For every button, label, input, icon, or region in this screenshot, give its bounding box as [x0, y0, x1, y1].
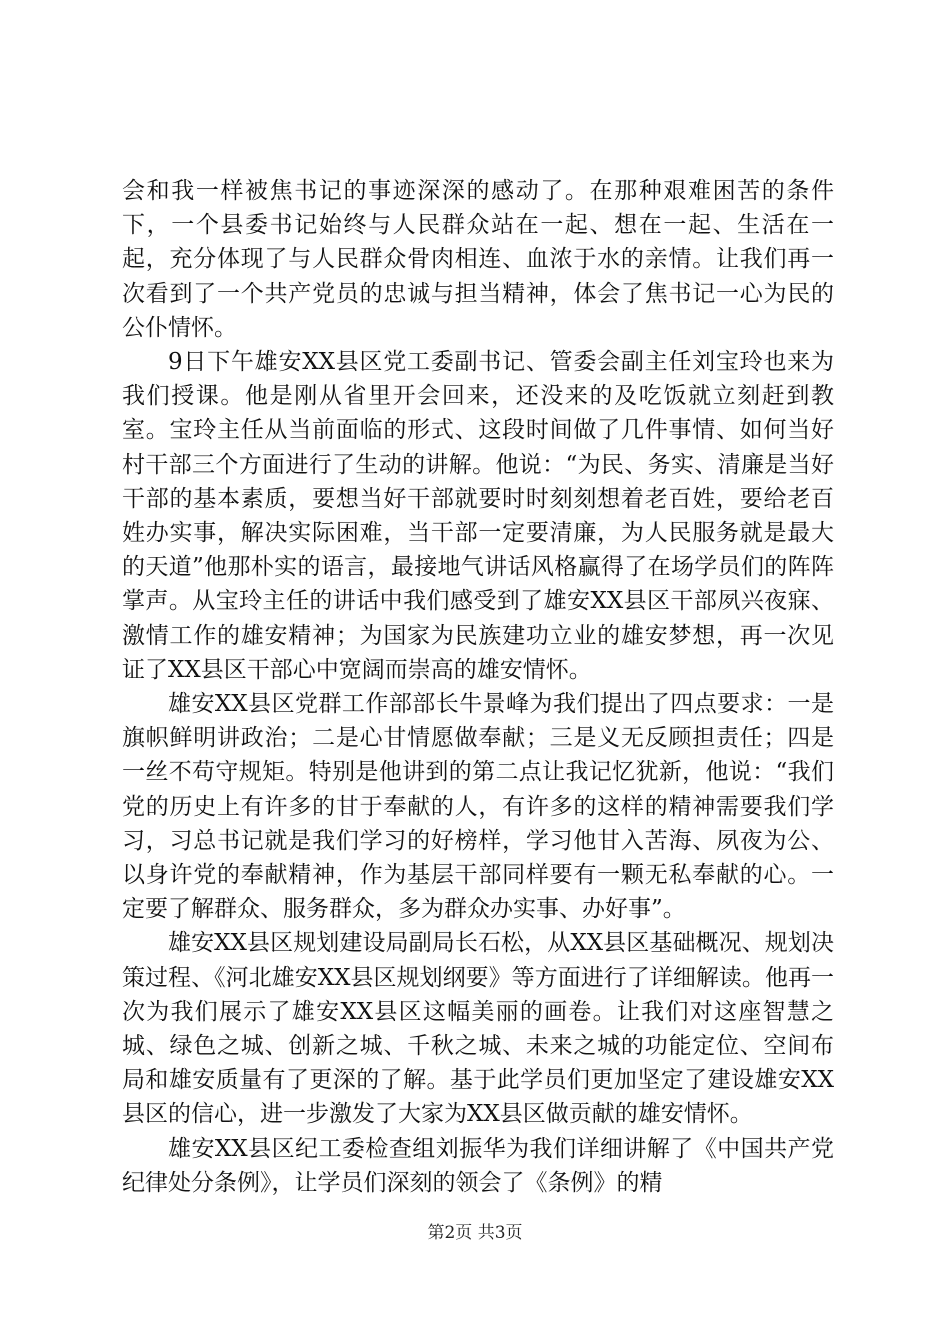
- paragraph-3: 雄安XX县区党群工作部部长牛景峰为我们提出了四点要求：一是旗帜鲜明讲政治；二是心甘情愿做奉献；三是义无反顾担责任；四是一丝不苟守规矩。特别是他讲到的第二点让我记忆犹新，他说：“我们党的历史上有许多的甘于奉献的人，有许多的这样的精神需要我们学习，习总书记就是我们学习的好榜样，学习他甘入苦海、夙夜为公、以身许党的奉献精神，作为基层干部同样要有一颗无私奉献的心。一定要了解群众、服务群众，多为群众办实事、办好事”。: [122, 691, 834, 923]
- document-body: [122, 174, 834, 1200]
- page-number-footer: 第2页 共3页: [427, 1223, 523, 1243]
- paragraph-1: 会和我一样被焦书记的事迹深深的感动了。在那种艰难困苦的条件下，一个县委书记始终与人民群众站在一起、想在一起、生活在一起，充分体现了与人民群众骨肉相连、血浓于水的亲情。让我们再一次看到了一个共产党员的忠诚与担当精神，体会了焦书记一心为民的公仆情怀。: [122, 178, 834, 341]
- paragraph-4: 雄安XX县区规划建设局副局长石松，从XX县区基础概况、规划决策过程、《河北雄安XX县区规划纲要》等方面进行了详细解读。他再一次为我们展示了雄安XX县区这幅美丽的画卷。让我们对这座智慧之城、绿色之城、创新之城、千秋之城、未来之城的功能定位、空间布局和雄安质量有了更深的了解。基于此学员们更加坚定了建设雄安XX县区的信心，进一步激发了大家为XX县区做贡献的雄安情怀。: [122, 930, 834, 1128]
- paragraph-2: 9日下午雄安XX县区党工委副书记、管委会副主任刘宝玲也来为我们授课。他是刚从省里开会回来，还没来的及吃饭就立刻赶到教室。宝玲主任从当前面临的形式、这段时间做了几件事情、如何当好村干部三个方面进行了生动的讲解。他说：“为民、务实、清廉是当好干部的基本素质，要想当好干部就要时时刻刻想着老百姓，要给老百姓办实事，解决实际困难，当干部一定要清廉，为人民服务就是最大的天道”他那朴实的语言，最接地气讲话风格赢得了在场学员们的阵阵掌声。从宝玲主任的讲话中我们感受到了雄安XX县区干部夙兴夜寐、激情工作的雄安精神；为国家为民族建功立业的雄安梦想，再一次见证了XX县区干部心中宽阔而崇高的雄安情怀。: [122, 349, 834, 683]
- paragraph-5: 雄安XX县区纪工委检查组刘振华为我们详细讲解了《中国共产党纪律处分条例》，让学员们深刻的领会了《条例》的精: [122, 1135, 834, 1196]
